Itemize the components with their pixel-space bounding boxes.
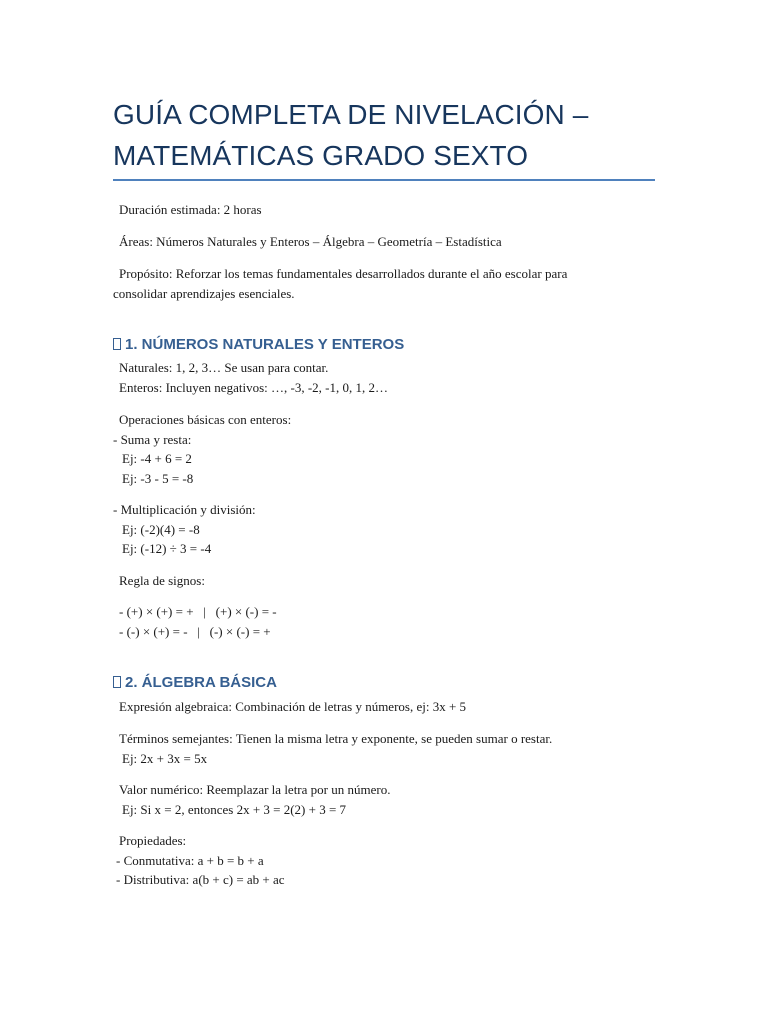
sign-rule-line-2: - (-) × (+) = - | (-) × (-) = +	[119, 623, 271, 639]
example-mult-2: Ej: (-12) ÷ 3 = -4	[122, 541, 212, 556]
sign-rule-line-1: - (+) × (+) = + | (+) × (-) = -	[119, 604, 277, 619]
intro-purpose-line-2: consolidar aprendizajes esenciales.	[113, 285, 295, 301]
operaciones-text: Operaciones básicas con enteros:	[119, 412, 292, 427]
propiedades-text: Propiedades:	[119, 833, 187, 848]
example-valor: Ej: Si x = 2, entonces 2x + 3 = 2(2) + 3 = 7	[122, 801, 347, 817]
example-suma-2: Ej: -3 - 5 = -8	[122, 470, 194, 486]
section-1-definitions	[113, 358, 673, 397]
section-1-heading	[113, 336, 404, 353]
section-1-multiplication	[113, 500, 673, 559]
example-mult-1: Ej: (-2)(4) = -8	[122, 521, 200, 537]
section-2-like-terms	[113, 729, 673, 768]
section-2-heading	[113, 674, 277, 691]
intro-duration-block	[113, 200, 673, 220]
example-terminos: Ej: 2x + 3x = 5x	[122, 750, 208, 766]
intro-areas: Áreas: Números Naturales y Enteros – Álgebra – Geometría – Estadística	[119, 234, 502, 249]
suma-resta-text: - Suma y resta:	[113, 431, 192, 447]
section-2-expression	[113, 697, 673, 717]
intro-purpose-line-1: Propósito: Reforzar los temas fundamentales desarrollados durante el año escolar para	[119, 266, 568, 281]
multiplicacion-text: - Multiplicación y división:	[113, 502, 256, 517]
example-suma-1: Ej: -4 + 6 = 2	[122, 451, 192, 466]
section-1-sign-rule	[113, 571, 673, 591]
missing-glyph-icon	[113, 676, 121, 688]
section-2-heading-text: 2. ÁLGEBRA BÁSICA	[125, 674, 277, 691]
expresion-text: Expresión algebraica: Combinación de letras y números, ej: 3x + 5	[119, 699, 467, 714]
sign-rule-table	[113, 602, 673, 641]
section-1-operations	[113, 410, 673, 488]
missing-glyph-icon	[113, 338, 121, 350]
enteros-text: Enteros: Incluyen negativos: …, -3, -2, -1, 0, 1, 2…	[119, 379, 388, 395]
terminos-text: Términos semejantes: Tienen la misma letra y exponente, se pueden sumar o restar.	[119, 731, 553, 746]
conmutativa-text: - Conmutativa: a + b = b + a	[116, 852, 264, 868]
naturales-text: Naturales: 1, 2, 3… Se usan para contar.	[119, 360, 329, 375]
intro-purpose-block	[113, 264, 673, 303]
title-line-1: GUÍA COMPLETA DE NIVELACIÓN –	[113, 99, 589, 130]
distributiva-text: - Distributiva: a(b + c) = ab + ac	[116, 872, 285, 887]
valor-numerico-text: Valor numérico: Reemplazar la letra por un número.	[119, 782, 391, 797]
intro-duration: Duración estimada: 2 horas	[119, 202, 262, 217]
section-2-properties	[113, 831, 673, 890]
intro-areas-block	[113, 232, 673, 252]
document-title	[113, 94, 673, 176]
title-line-2: MATEMÁTICAS GRADO SEXTO	[113, 140, 529, 171]
section-1-heading-text: 1. NÚMEROS NATURALES Y ENTEROS	[125, 336, 405, 353]
title-underline	[113, 179, 655, 181]
section-2-numeric-value	[113, 780, 673, 819]
regla-signos-text: Regla de signos:	[119, 573, 205, 588]
